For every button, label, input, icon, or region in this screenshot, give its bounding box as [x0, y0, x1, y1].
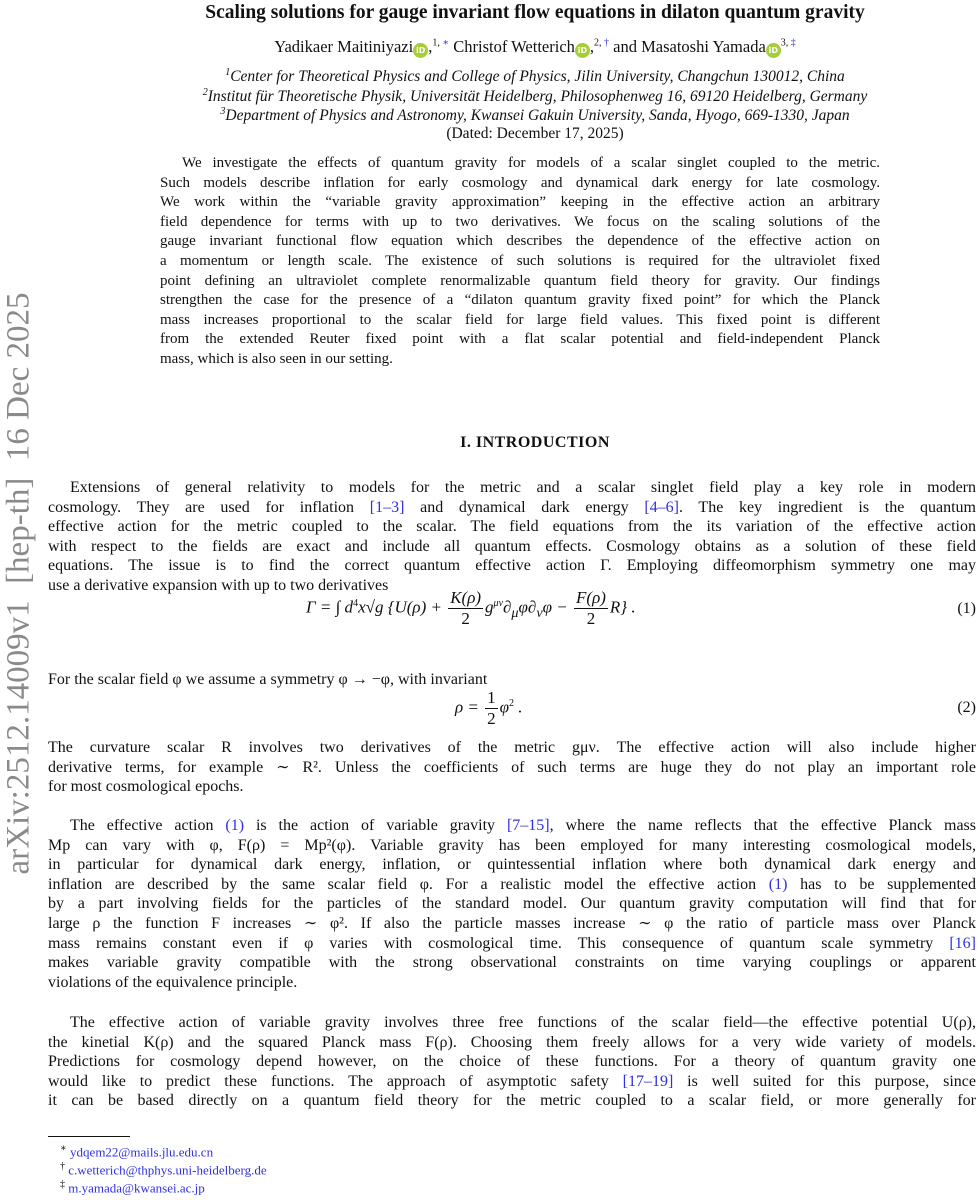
author-list: Yadikaer Maitiniyazi iD ,$^{1,}$ ∗ Christof Wetterich iD ,$^{2,}$ † and Masatoshi Yamada $iD^{3,}$ ‡	[274, 37, 796, 56]
affiliation	[60, 106, 978, 125]
arxiv-watermark: arXiv:2512.14009v1 [hep-th] 16 Dec 2025	[0, 292, 37, 875]
text-line: mass increases proportional to the scalar field for large field values. This fixed point is different	[160, 311, 880, 328]
author-name: Yadikaer Maitiniyazi	[274, 37, 414, 56]
affiliation-number: 3	[220, 106, 226, 117]
paragraph	[48, 816, 976, 992]
text-line: field dependence for terms with up to two derivatives. We focus on the scaling solutions of the	[160, 213, 880, 230]
email-link[interactable]: c.wetterich@thphys.uni-heidelberg.de	[68, 1162, 267, 1178]
author-affil: 1	[432, 37, 438, 49]
citation-link[interactable]: [1–3]	[369, 498, 405, 516]
text-line: with respect to the fields are exact and include all quantum effects. Cosmology obtains as a solution of these field	[48, 537, 976, 555]
citation-link[interactable]: [17–19]	[622, 1072, 674, 1090]
author-name: Masatoshi Yamada	[641, 37, 766, 56]
affiliation-text: Institut für Theoretische Physik, Universität Heidelberg, Philosophenweg 16, 69120 Heidelberg, Germany	[207, 88, 868, 106]
text-line: gauge invariant functional flow equation which describes the dependence of the effective action on	[160, 233, 880, 250]
text-line: We investigate the effects of quantum gravity for models of a scalar singlet coupled to the metric.	[182, 155, 880, 171]
text-line: it can be based directly on a quantum field theory for the metric coupled to a scalar field, or more generally for	[48, 1092, 976, 1110]
paragraph	[48, 738, 976, 797]
footnote-link[interactable]: †	[604, 37, 610, 49]
footnote-link[interactable]: ∗	[442, 37, 450, 49]
text-line: by a part involving fields for the particles of the standard model. Our quantum gravity computation will find that for	[48, 895, 976, 913]
text-line: mass, which is also seen in our setting.	[160, 350, 393, 367]
orcid-icon[interactable]: iD	[413, 43, 428, 58]
footnote: ‡ m.yamada@kwansei.ac.jp	[60, 1179, 205, 1196]
equation-number: (1)	[957, 600, 976, 617]
paragraph	[48, 478, 976, 596]
author-name: Christof Wetterich	[453, 37, 575, 56]
text-line: violations of the equivalence principle.	[48, 973, 298, 991]
text-line: point defining an ultraviolet complete renormalizable quantum field theory for gravity. Our findings	[160, 272, 880, 289]
text-line: use a derivative expansion with up to two derivatives	[48, 576, 389, 594]
citation-link[interactable]: (1)	[768, 875, 788, 893]
orcid-icon[interactable]: iD	[766, 43, 781, 58]
affiliation-text: Department of Physics and Astronomy, Kwansei Gakuin University, Sanda, Hyogo, 669-1330, Japan	[225, 107, 850, 125]
orcid-icon[interactable]: iD	[575, 43, 590, 58]
text-line: The effective action of variable gravity involves three free functions of the scalar field—the effective potential U(ρ),	[70, 1014, 976, 1031]
affiliation-text: Center for Theoretical Physics and College of Physics, Jilin University, Changchun 130012, China	[230, 68, 845, 86]
footnote: ∗ ydqem22@mails.jlu.edu.cn	[60, 1143, 214, 1160]
affiliation	[60, 87, 978, 106]
citation-link[interactable]: [7–15]	[506, 817, 550, 834]
author-affil: 3	[780, 37, 786, 49]
paragraph	[48, 670, 976, 690]
author-affil: 2	[594, 37, 600, 49]
text-line: For the scalar field φ we assume a symmetry φ → −φ, with invariant	[48, 671, 488, 688]
text-line: makes variable gravity compatible with the strong observational constraints on time varying couplings or apparent	[48, 954, 976, 972]
text-line: would like to predict these functions. The approach of asymptotic safety [17–19] is well suited for this purpose, since	[48, 1072, 976, 1090]
paragraph	[48, 1013, 976, 1111]
text-line: strengthen the case for the presence of a “dilaton quantum gravity fixed point” for which the Planck	[160, 292, 880, 309]
text-line: mass remains constant even if φ varies with cosmological time. This consequence of quantum scale symmetry [16]	[48, 934, 976, 952]
text-line: a momentum or length scale. The existence of such solutions is required for the ultraviolet fixed	[160, 252, 880, 269]
date-line: (Dated: December 17, 2025)	[446, 125, 624, 142]
text-line: derivative terms, for example ∼ R². Unless the coefficients of such terms are huge they do not play an important role	[48, 758, 976, 776]
text-line: Predictions for cosmology depend however, on the choice of these functions. For a theory of quantum gravity one	[48, 1053, 976, 1071]
text-line: Extensions of general relativity to models for the metric and a scalar singlet field play a key role in modern	[70, 479, 976, 496]
text-line: effective action for the metric coupled to the scalar. The field equations from the its variation of the effective action	[48, 518, 976, 536]
text-line: large ρ the function F increases ∼ φ². If also the particle masses increase ∼ φ the ratio of particle mass over Planck	[48, 914, 976, 932]
equation-1: Γ = ∫ $d^4x√g$ {U(ρ) + $\frac{K(\rho)}{2}$ $g^{\mu\nu}\partial_\mu\varphi\partial_\nu\varphi$ − $\frac{F(\rho)}{2}$ R} .	[306, 588, 636, 628]
equation-number: (2)	[957, 699, 976, 716]
text-line: Mp can vary with φ, F(ρ) = Mp²(φ). Variable gravity has been employed for many interesting cosmological models,	[48, 836, 976, 854]
text-line: cosmology. They are used for inflation [1–3] and dynamical dark energy [4–6]. The key ingredient is the quantum	[48, 498, 977, 516]
affiliation	[60, 67, 978, 86]
text-line: The curvature scalar R involves two derivatives of the metric gμν. The effective action will also include higher	[48, 739, 976, 756]
abstract	[160, 154, 880, 370]
text-line: equations. The issue is to find the correct quantum effective action Γ. Employing diffeomorphism symmetry one may	[48, 557, 976, 575]
text-line: in particular for dynamical dark energy, inflation, or quintessential inflation where both dynamical dark energy and	[48, 856, 976, 874]
citation-link[interactable]: [4–6]	[644, 498, 679, 516]
affiliation-number: 1	[225, 67, 231, 78]
text-line: The effective action (1) is the action of variable gravity [7–15], where the name reflects that the effective Planck mass	[70, 817, 977, 834]
text-line: inflation are described by the same scalar field φ. For a realistic model the effective action (1) has to be supplemented	[48, 875, 976, 893]
footnote-link[interactable]: ‡	[790, 37, 796, 49]
footnote-rule	[48, 1136, 130, 1137]
citation-link[interactable]: (1)	[225, 817, 245, 834]
section-heading: I. INTRODUCTION	[460, 434, 610, 451]
text-line: the kinetial K(ρ) and the squared Planck mass F(ρ). Choosing them freely allows for a very wide variety of models.	[48, 1033, 976, 1051]
text-line: for most cosmological epochs.	[48, 778, 244, 796]
text-line: We work within the “variable gravity approximation” keeping in the effective action an arbitrary	[160, 194, 880, 211]
email-link[interactable]: m.yamada@kwansei.ac.jp	[68, 1180, 205, 1196]
author-conjunction: and	[613, 37, 637, 56]
footnote: † c.wetterich@thphys.uni-heidelberg.de	[60, 1161, 267, 1178]
affiliation-number: 2	[202, 87, 208, 98]
paper-title: Scaling solutions for gauge invariant flow equations in dilaton quantum gravity	[205, 2, 865, 23]
citation-link[interactable]: [16]	[949, 934, 976, 952]
email-link[interactable]: ydqem22@mails.jlu.edu.cn	[70, 1144, 214, 1160]
text-line: from the extended Reuter fixed point with a flat scalar potential and field-independent Planck	[160, 331, 880, 348]
text-line: Such models describe inflation for early cosmology and dynamical dark energy for late cosmology.	[160, 174, 880, 191]
equation-2: ρ = $\frac{1}{2}$ $\varphi^2$ .	[455, 688, 523, 728]
